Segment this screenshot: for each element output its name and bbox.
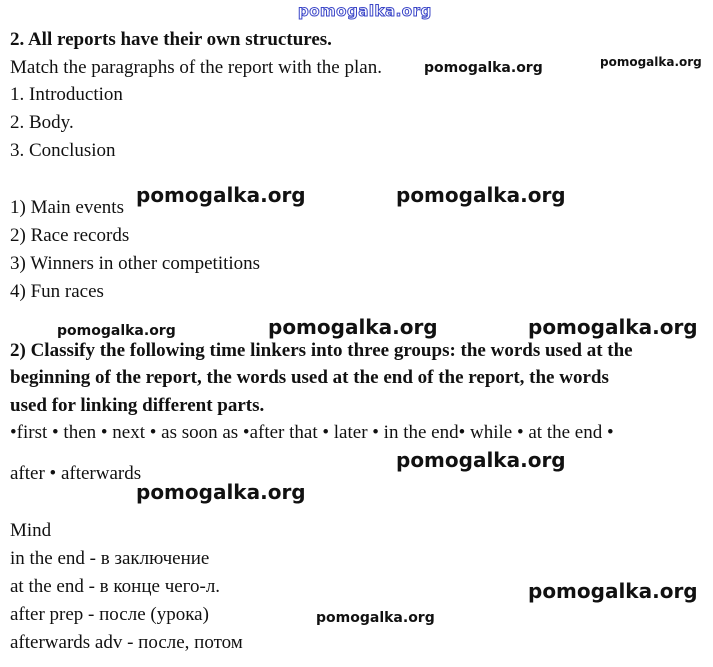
watermark: pomogalka.org (316, 610, 435, 626)
watermark: pomogalka.org (268, 315, 438, 339)
linkers-line: •first • then • next • as soon as •after that • later • in the end• while • at the end • (10, 422, 614, 443)
paragraph-item: 3) Winners in other competitions (10, 253, 261, 274)
mind-item: in the end - в заключение (10, 548, 210, 569)
linkers-line: after • afterwards (10, 463, 142, 484)
watermark: pomogalka.org (396, 183, 566, 207)
watermark: pomogalka.org (600, 55, 702, 69)
task1-heading: 2. All reports have their own structures. (10, 29, 332, 50)
task2-heading-line: used for linking different parts. (10, 395, 265, 416)
paragraph-item: 2) Race records (10, 225, 130, 246)
watermark: pomogalka.org (424, 60, 543, 76)
task2-heading-line: 2) Classify the following time linkers into three groups: the words used at the (10, 340, 633, 361)
paragraph-item: 4) Fun races (10, 281, 104, 302)
mind-item: after prep - после (урока) (10, 604, 209, 625)
mind-item: afterwards adv - после, потом (10, 632, 243, 653)
watermark: pomogalka.org (396, 448, 566, 472)
watermark: pomogalka.org (528, 579, 698, 603)
plan-item: 1. Introduction (10, 84, 123, 105)
plan-item: 2. Body. (10, 112, 74, 133)
plan-item: 3. Conclusion (10, 140, 116, 161)
paragraph-item: 1) Main events (10, 197, 124, 218)
mind-item: at the end - в конце чего-л. (10, 576, 221, 597)
task2-heading-line: beginning of the report, the words used at the end of the report, the words (10, 367, 609, 388)
watermark-top: pomogalka.org (298, 2, 432, 20)
mind-title: Mind (10, 520, 52, 541)
task1-instruction: Match the paragraphs of the report with the plan. (10, 57, 382, 78)
watermark: pomogalka.org (528, 315, 698, 339)
watermark: pomogalka.org (57, 323, 176, 339)
watermark: pomogalka.org (136, 480, 306, 504)
watermark: pomogalka.org (136, 183, 306, 207)
